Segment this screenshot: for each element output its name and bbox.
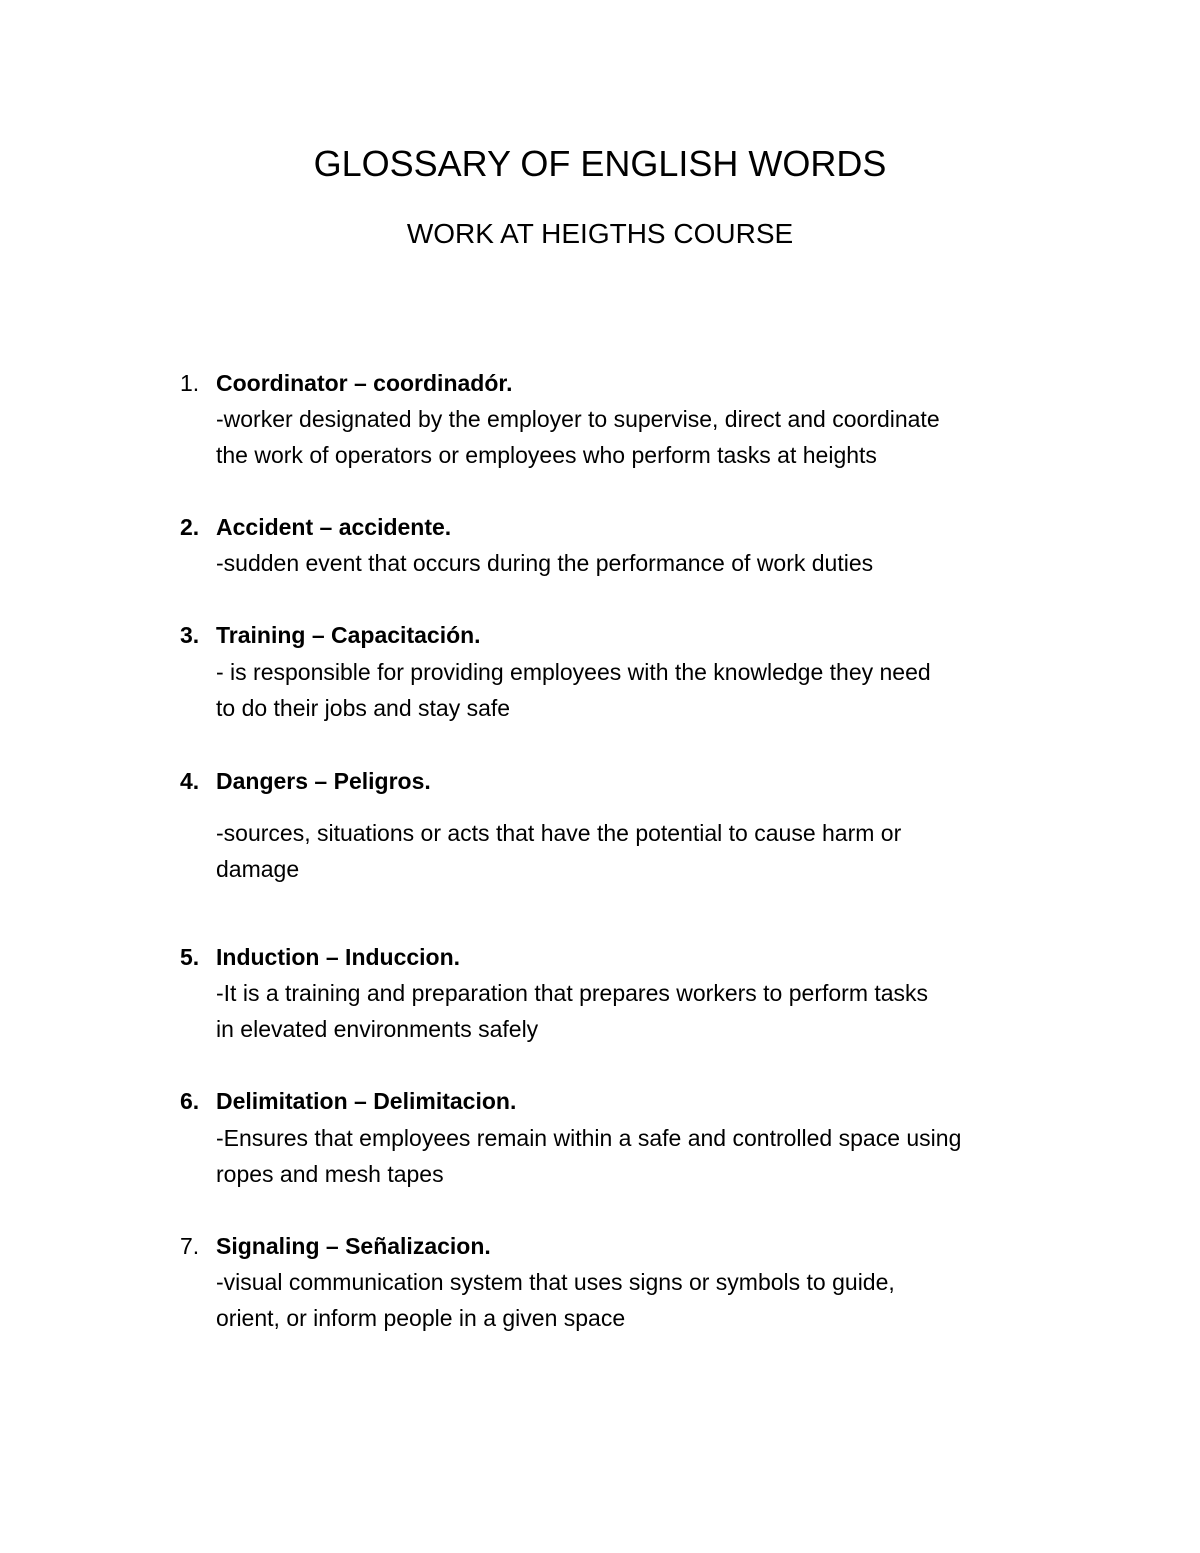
entry-definition-line: orient, or inform people in a given space [216,1305,626,1331]
entry-number: 3. [180,622,200,648]
entry-definition-line: ropes and mesh tapes [216,1161,444,1187]
entry-term: Coordinator – coordinadór. [216,370,513,396]
entry-definition-line: -Ensures that employees remain within a safe and controlled space using [216,1125,962,1151]
entry-definition-line: -It is a training and preparation that prepares workers to perform tasks [216,980,929,1006]
entry-definition-line: -sudden event that occurs during the performance of work duties [216,550,874,576]
entry-definition-line: -visual communication system that uses signs or symbols to guide, [216,1269,895,1295]
entry-term: Induction – Induccion. [216,944,461,970]
entry-definition-line: -worker designated by the employer to supervise, direct and coordinate [216,406,940,432]
entry-number: 7. [180,1233,200,1259]
entry-definition-line: to do their jobs and stay safe [216,695,511,721]
entry-term: Delimitation – Delimitacion. [216,1088,517,1114]
entry-number: 4. [180,768,200,794]
entry-term: Training – Capacitación. [216,622,481,648]
entry-number: 6. [180,1088,200,1114]
entry-number: 2. [180,514,200,540]
entry-number: 5. [180,944,200,970]
entry-term: Accident – accidente. [216,514,452,540]
entry-definition-line: -sources, situations or acts that have the potential to cause harm or [216,820,902,846]
entry-definition-line: in elevated environments safely [216,1016,539,1042]
document-subtitle: WORK AT HEIGTHS COURSE [406,218,794,249]
entry-term: Signaling – Señalizacion. [216,1233,491,1259]
entry-term: Dangers – Peligros. [216,768,431,794]
entry-definition-line: damage [216,856,300,882]
document-title: GLOSSARY OF ENGLISH WORDS [313,143,887,184]
entry-definition-line: - is responsible for providing employees with the knowledge they need [216,659,931,685]
entry-number: 1. [180,370,200,396]
entry-definition-line: the work of operators or employees who perform tasks at heights [216,442,877,468]
